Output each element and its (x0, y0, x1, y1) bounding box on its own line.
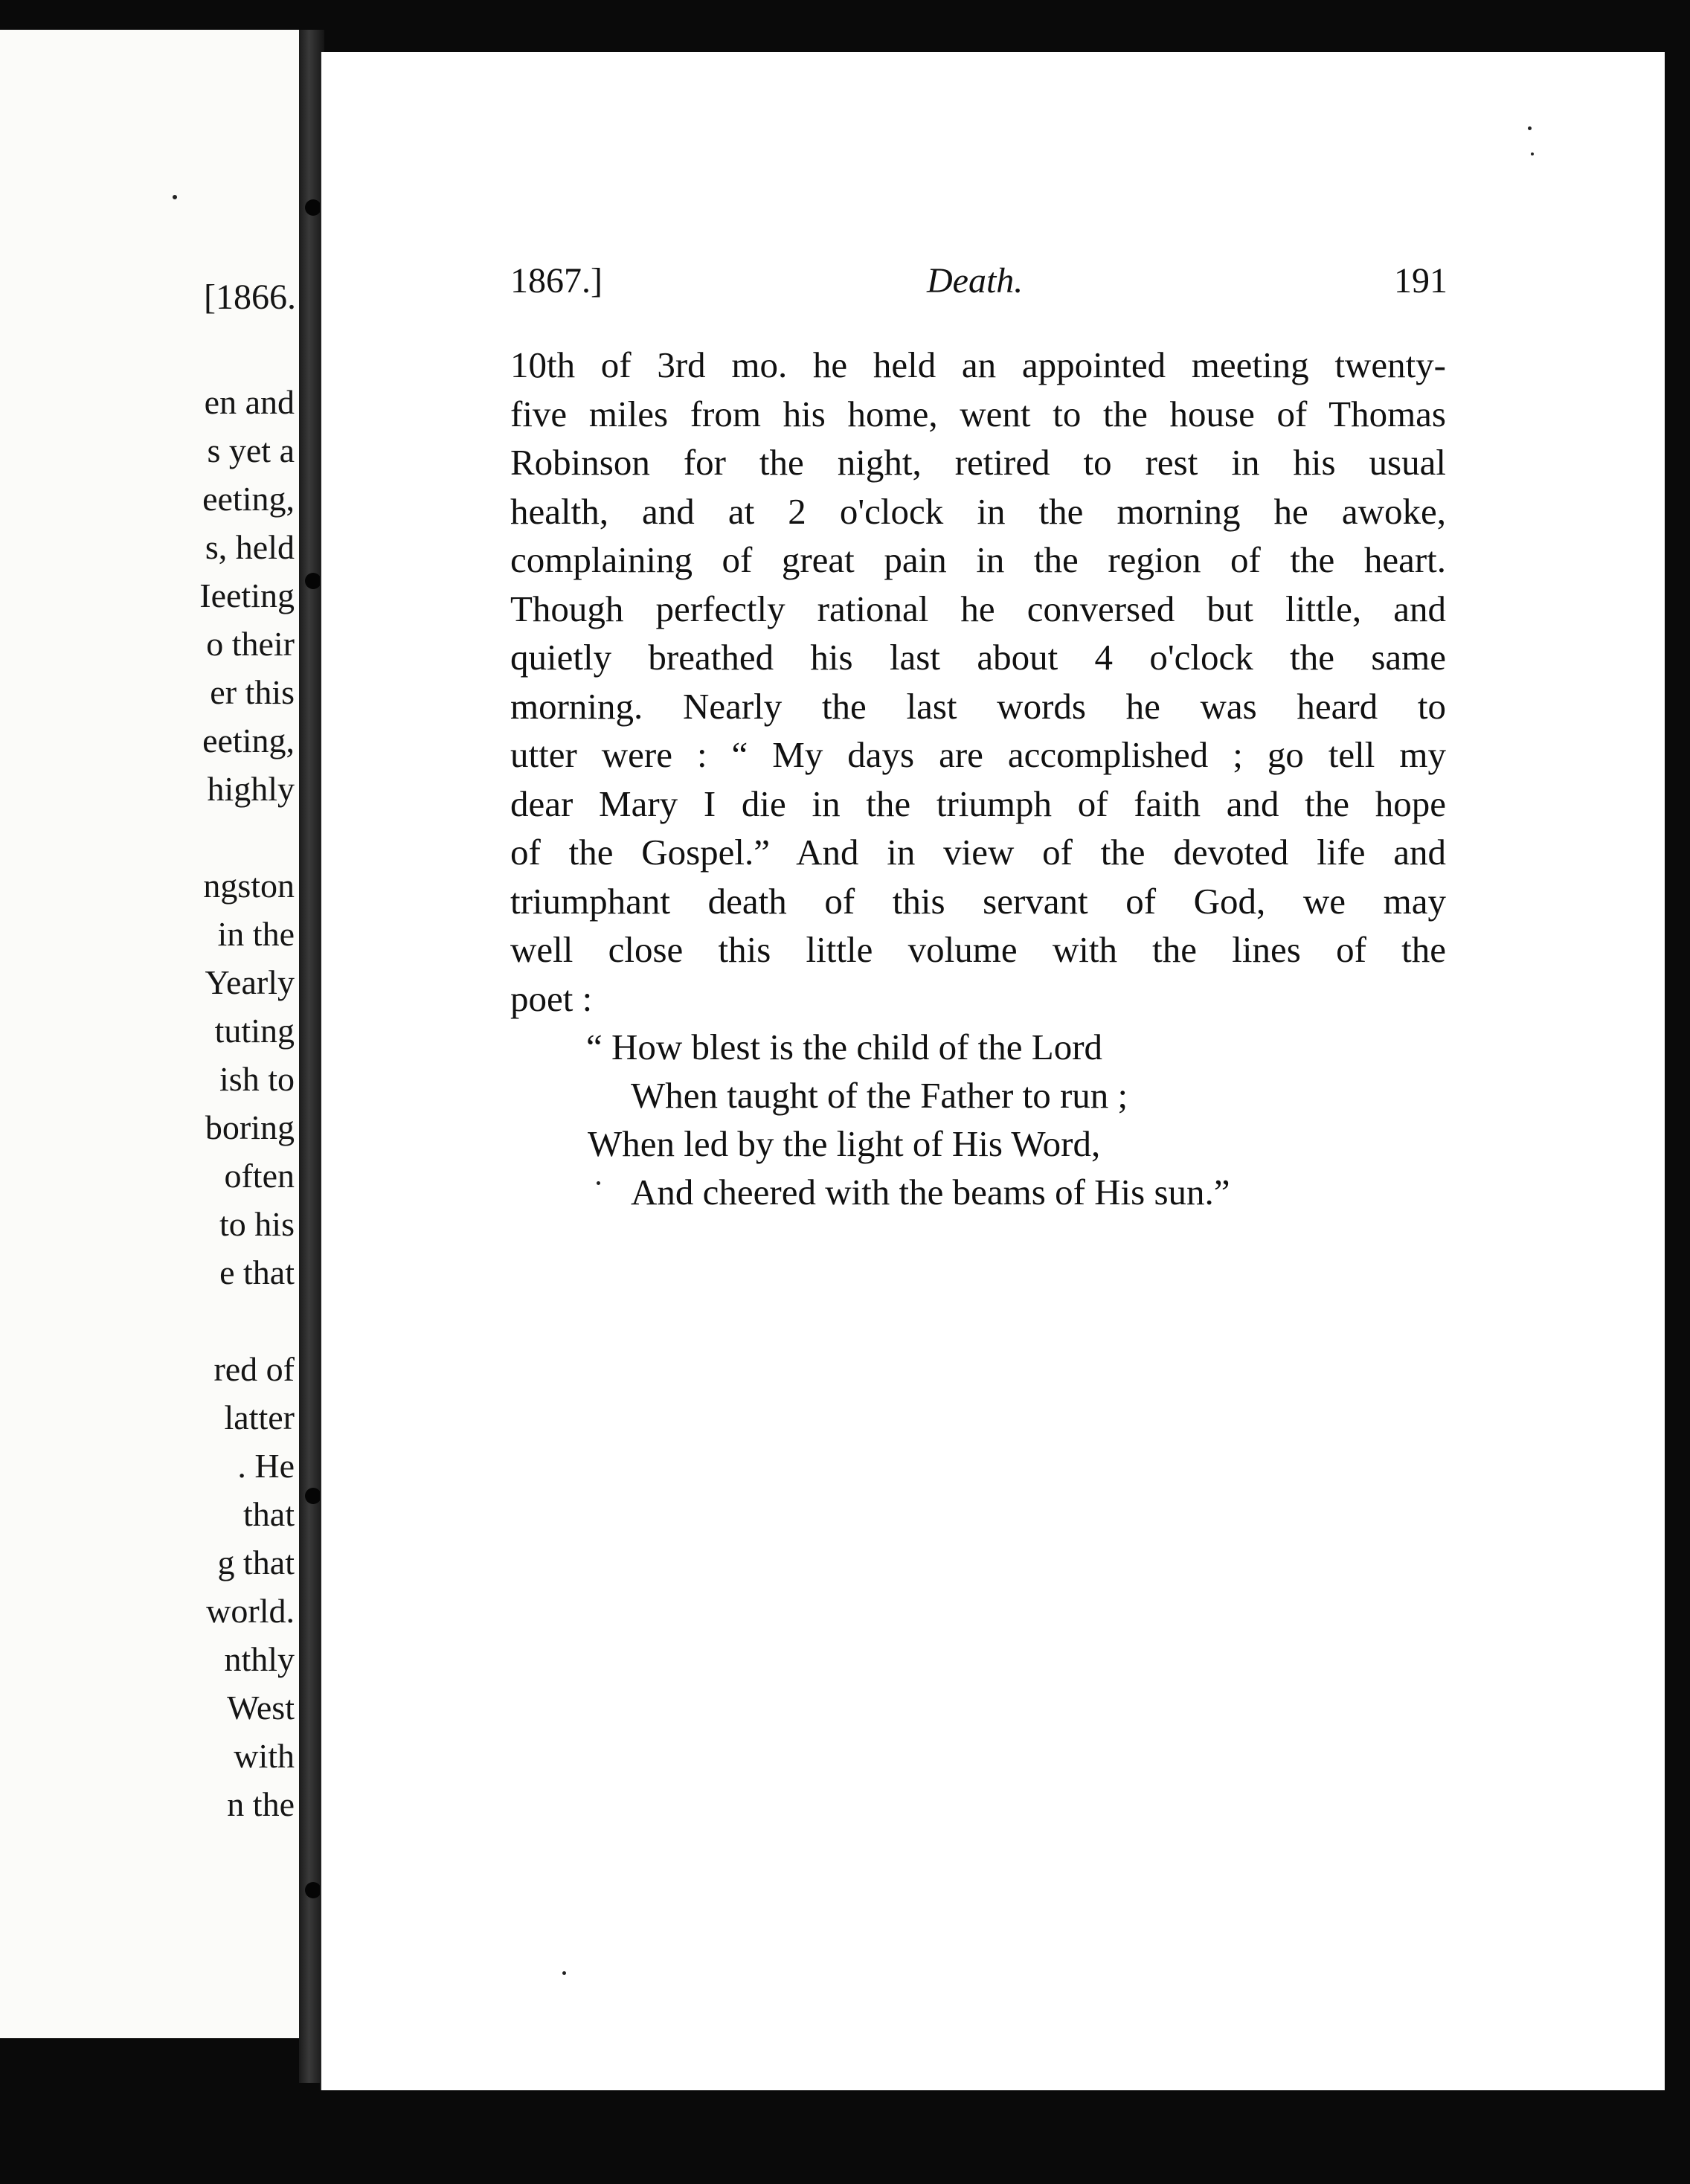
text-line: health, and at 2 o'clock in the morning he awoke, (510, 490, 1446, 532)
text-line: 10th of 3rd mo. he held an appointed meeting twenty- (510, 344, 1446, 385)
previous-page-line: eeting, (202, 480, 295, 518)
text-line: Robinson for the night, retired to rest in his usual (510, 442, 1446, 483)
previous-page-line: n the (227, 1785, 295, 1823)
text-line: well close this little volume with the lines of the (510, 929, 1446, 970)
poem-line: “ How blest is the child of the Lord (586, 1027, 1103, 1067)
previous-page-line: eeting, (202, 722, 295, 759)
text-line: poet : (510, 977, 593, 1019)
text-line: utter were : “ My days are accomplished ; go tell my (510, 734, 1446, 775)
previous-page-line: West (227, 1689, 295, 1727)
body-paragraph (510, 341, 1446, 1023)
binding-stitch (305, 199, 321, 216)
binding-stitch (305, 1882, 321, 1898)
previous-page-line: tuting (214, 1012, 295, 1050)
previous-page-line: o their (206, 625, 295, 663)
previous-page-line: s, held (205, 528, 295, 566)
text-line: triumphant death of this servant of God, we may (510, 880, 1446, 922)
previous-page-line: nthly (224, 1640, 295, 1678)
scan-speck (597, 1181, 600, 1185)
poem-line: When taught of the Father to run ; (631, 1075, 1128, 1116)
previous-page-line: boring (205, 1108, 295, 1146)
text-line: quietly breathed his last about 4 o'clock the same (510, 637, 1446, 678)
page-number: 191 (1394, 261, 1448, 301)
previous-page-line: often (224, 1157, 295, 1195)
previous-page-line: world. (206, 1592, 295, 1630)
text-line: complaining of great pain in the region of the heart. (510, 539, 1446, 580)
previous-page-line: s yet a (207, 431, 295, 469)
binding-stitch (305, 1488, 321, 1504)
previous-page-line: red of (213, 1350, 295, 1388)
binding-stitch (305, 573, 321, 589)
previous-page-line: Yearly (205, 963, 295, 1001)
scan-speck (562, 1971, 566, 1975)
text-line: of the Gospel.” And in view of the devoted life and (510, 832, 1446, 873)
text-line: morning. Nearly the last words he was heard to (510, 685, 1446, 727)
previous-page-line: en and (204, 383, 295, 421)
previous-page-line: with (234, 1737, 295, 1775)
previous-page-line: ish to (219, 1060, 295, 1098)
previous-page (0, 30, 306, 2038)
previous-page-line: that (243, 1495, 295, 1533)
header-year: 1867.] (510, 261, 603, 301)
text-line: Though perfectly rational he conversed but little, and (510, 588, 1446, 629)
previous-page-line: to his (219, 1205, 295, 1243)
previous-page-header: [1866. (204, 277, 296, 317)
scan-speck (1528, 126, 1532, 130)
poem-line: When led by the light of His Word, (588, 1123, 1101, 1164)
running-header (510, 260, 1448, 305)
header-title: Death. (927, 261, 1024, 301)
text-line: five miles from his home, went to the house of Thomas (510, 393, 1446, 434)
text-line: dear Mary I die in the triumph of faith and the hope (510, 783, 1446, 824)
previous-page-line: g that (217, 1544, 295, 1581)
previous-page-line: ngston (203, 867, 295, 905)
scan-speck (1531, 152, 1534, 155)
previous-page-line: Ieeting (199, 576, 295, 614)
previous-page-line: . He (237, 1447, 295, 1485)
poem-line: And cheered with the beams of His sun.” (631, 1172, 1230, 1213)
previous-page-line: e that (219, 1253, 295, 1291)
previous-page-line: latter (224, 1398, 295, 1436)
poem-stanza (588, 1023, 1230, 1216)
previous-page-line: er this (210, 673, 295, 711)
previous-page-line: in the (217, 915, 295, 953)
previous-page-line: highly (207, 770, 295, 808)
scan-speck (173, 195, 177, 199)
